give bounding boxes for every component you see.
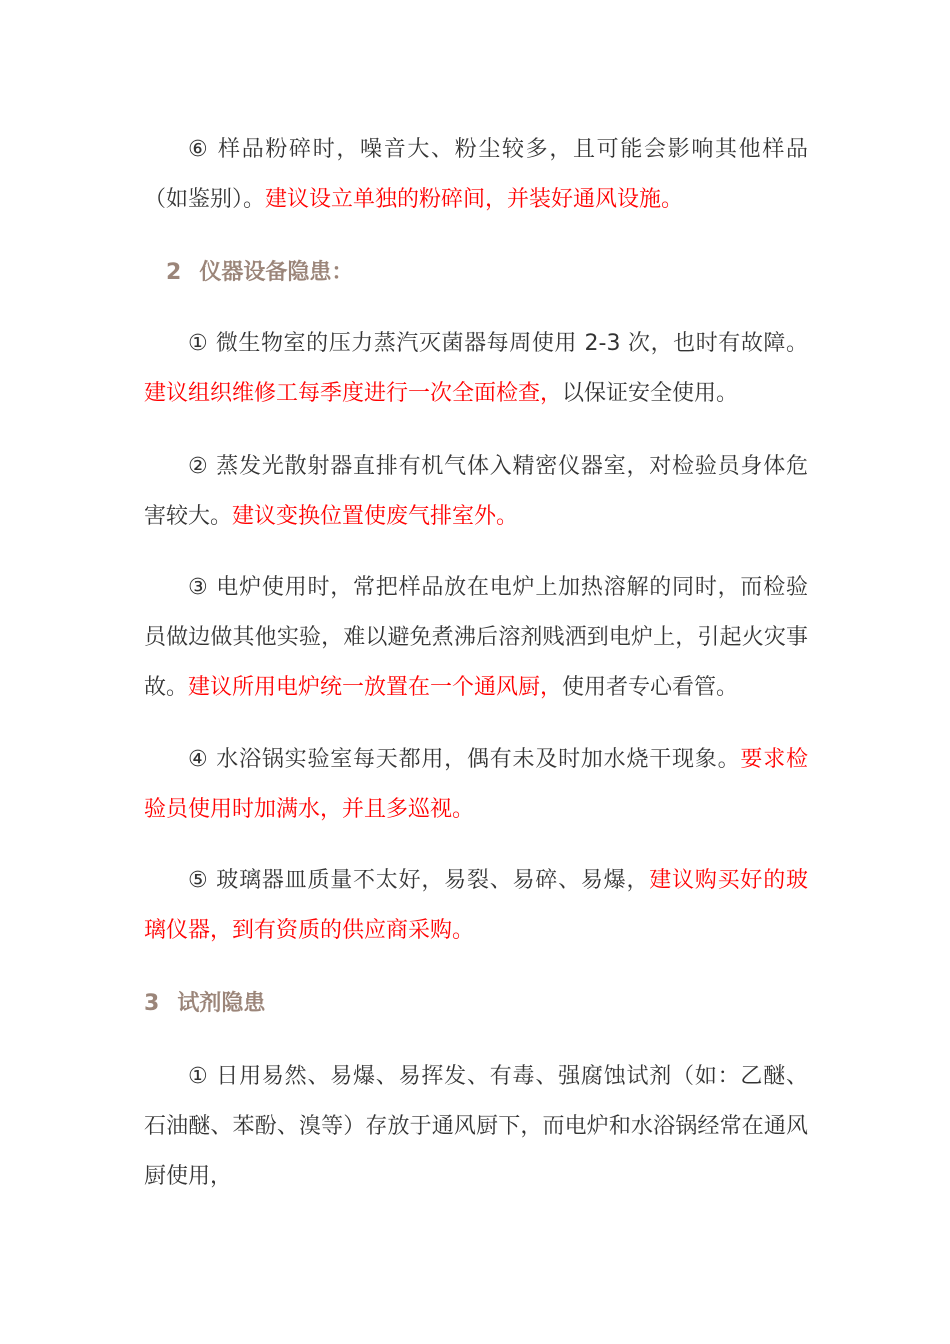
paragraph-reagent-storage: [144, 1052, 808, 1202]
paragraph-text: ⑥ 样品粉碎时，噪音大、粉尘较多，且可能会影响其他样品（如鉴别）。: [144, 137, 808, 212]
paragraph-text: ① 微生物室的压力蒸汽灭菌器每周使用 2-3 次，也时有故障。: [188, 331, 808, 356]
section-heading-reagent: [144, 989, 265, 1019]
paragraph-text: ⑤ 玻璃器皿质量不太好，易裂、易碎、易爆，: [188, 868, 650, 893]
section-number: 3: [144, 991, 160, 1016]
paragraph-text: ① 日用易然、易爆、易挥发、有毒、强腐蚀试剂（如：乙醚、石油醚、苯酚、溴等）存放于通风厨下，而电炉和水浴锅经常在通风厨使用，: [144, 1064, 808, 1189]
paragraph-tail: 以保证安全使用。: [562, 381, 739, 406]
recommendation-text: 建议设立单独的粉碎间，并装好通风设施。: [265, 187, 684, 212]
paragraph-electric-furnace: [144, 563, 808, 713]
section-heading-equipment: [166, 258, 353, 288]
paragraph-sample-crushing: [144, 125, 808, 225]
paragraph-glassware: [144, 856, 808, 956]
paragraph-water-bath: [144, 735, 808, 835]
recommendation-text: 建议购买好的玻璃仪器，到有资质的供应商采购。: [144, 868, 808, 943]
section-title: 试剂隐患: [177, 991, 266, 1016]
paragraph-sterilizer: [144, 319, 808, 419]
section-number: 2: [166, 260, 182, 285]
recommendation-text: 建议所用电炉统一放置在一个通风厨，: [188, 675, 563, 700]
recommendation-text: 建议变换位置使废气排室外。: [232, 504, 519, 529]
paragraph-text: ④ 水浴锅实验室每天都用，偶有未及时加水烧干现象。: [188, 747, 741, 772]
paragraph-tail: 使用者专心看管。: [562, 675, 739, 700]
paragraph-text: ② 蒸发光散射器直排有机气体入精密仪器室，对检验员身体危害较大。: [144, 454, 808, 529]
paragraph-text: ③ 电炉使用时，常把样品放在电炉上加热溶解的同时，而检验员做边做其他实验，难以避免煮沸后溶剂贱洒到电炉上，引起火灾事故。: [144, 575, 808, 700]
paragraph-elsd: [144, 442, 808, 542]
recommendation-text: 要求检验员使用时加满水，并且多巡视。: [144, 747, 808, 822]
recommendation-text: 建议组织维修工每季度进行一次全面检查，: [144, 381, 563, 406]
section-title: 仪器设备隐患：: [199, 260, 354, 285]
